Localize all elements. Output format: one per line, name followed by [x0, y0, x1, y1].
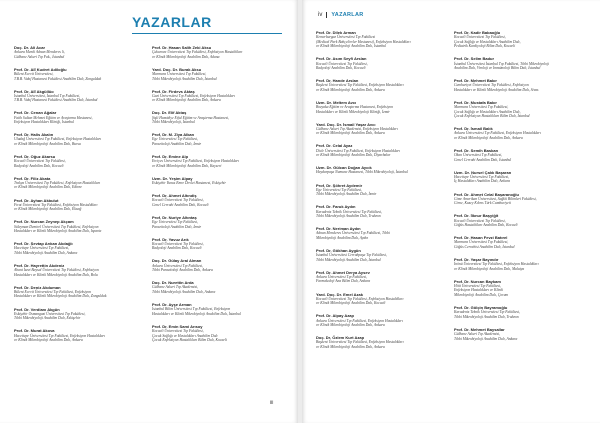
author-entry — [152, 110, 286, 124]
right-page — [302, 0, 600, 423]
author-entry — [14, 110, 148, 124]
author-entry — [316, 335, 450, 349]
author-affiliation: Ankara Üniversitesi Tıp Fakültesi, — [152, 263, 204, 268]
author-affiliation: T.B.B. Vakıf Hastanesi Fakültesi Anabilim Dalı, Zonguldak — [14, 76, 102, 81]
author-affiliation: Tıbbi Mikrobiyoloji, İstanbul — [152, 120, 195, 125]
author-entry — [316, 183, 450, 197]
author-affiliation: ve Klinik Mikrobiyoloji Anabilim Dalı, Adana — [152, 54, 220, 59]
author-entry — [152, 237, 286, 251]
author-affiliation: Okan Üniversitesi Tıp Fakültesi, — [454, 153, 503, 158]
author-affiliation: ve Klinik Mikrobiyoloji Anabilim Dalı, Ankara — [152, 98, 221, 103]
author-affiliation: Kocaeli Üniversitesi Tıp Fakültesi, — [152, 329, 204, 334]
author-affiliation: T.B.B. Vakıf Hastanesi Fakültesi Anabilim Dalı, İstanbul — [14, 98, 98, 103]
title-rule — [132, 33, 282, 34]
author-affiliation: Marmara Üniversitesi Tıp Fakültesi, — [152, 72, 207, 76]
author-name: Prof. Dr. İlknur Başyiğit — [454, 213, 499, 219]
author-affiliation: ve Klinik Mikrobiyoloji Anabilim Dalı, Elazığ — [14, 207, 82, 212]
author-name: Prof. Dr. İsmail Balık — [454, 126, 493, 132]
author-affiliation: Şişli Hamidiye Etfal Eğitim ve Araştırma Hastanesi, — [152, 115, 230, 120]
author-affiliation: Karadeniz Teknik Üniversitesi Tıp Fakültesi, — [454, 310, 520, 315]
author-name: Doç. Dr. Ali Acar — [14, 45, 46, 50]
author-name: Uzm. Dr. Meltem Avcı — [316, 99, 357, 105]
author-affiliation: Gülhane Askeri Tıp Akademisi, — [152, 285, 198, 290]
author-affiliation: Enfeksiyon Hastalıkları Kliniği, İstanbul — [14, 120, 75, 125]
author-affiliation: Abant İzzet Baysal Üniversitesi Tıp Fakültesi, Enfeksiyon — [14, 268, 99, 273]
author-name: Prof. Dr. Ayşe Arman — [152, 302, 192, 308]
author-entry — [454, 30, 588, 49]
author-affiliation: Anabilim Dalı, Viroloji ve İmmünoloji Bilim Dalı, İstanbul — [454, 66, 541, 70]
author-affiliation: Eskişehir Osmangazi Üniversitesi Tıp Fakültesi, — [14, 311, 86, 316]
author-affiliation: Hastalıkları ve Klinik Mikrobiyoloji Anabilim Dalı, Bolu — [14, 272, 98, 277]
author-entry — [316, 204, 450, 218]
author-affiliation: ve Klinik Mikrobiyoloji Anabilim Dalı, Ankara — [316, 344, 385, 349]
author-affiliation: Hacettepe Üniversitesi Tıp Fakültesi, — [454, 174, 510, 179]
author-name: Prof. Dr. Mehmet Bakır — [454, 78, 497, 84]
author-affiliation: Pediatrik Kardiyoloji Bilim Dalı, Kocaeli — [454, 44, 516, 49]
author-affiliation: Kocaeli Üniversitesi Tıp Fakültesi, — [152, 198, 204, 203]
author-affiliation: Mikrobiyoloji Anabilim Dalı, Çorum — [454, 292, 509, 297]
author-affiliation: Tıbbi Mikrobiyoloji Anabilim Dalı, Ankara — [14, 250, 78, 255]
author-affiliation: Tıbbi Mikrobiyoloji Anabilim Dalı, İzmir — [316, 192, 377, 197]
author-affiliation: İç Hastalıkları Anabilim Dalı, Ankara — [454, 179, 511, 184]
author-name: Prof. Dr. Hasan Fevzi Batırel — [454, 235, 508, 241]
author-affiliation: Marmara Üniversitesi Tıp Fakültesi, — [454, 240, 509, 245]
author-name: Prof. Dr. Celal Ayaz — [316, 143, 353, 149]
author-entry — [316, 78, 450, 92]
author-name: Prof. Dr. Şöhret Aydemir — [316, 182, 363, 188]
author-affiliation: Erciyes Üniversitesi Tıp Fakültesi, Enfeksiyon Hastalıkları — [152, 159, 239, 164]
author-affiliation: Uludağ Üniversitesi Tıp Fakültesi, Enfeksiyon Hastalıkları — [14, 137, 102, 142]
author-affiliation: Bülent Ecevit Üniversitesi, — [14, 72, 54, 76]
author-entry — [152, 176, 286, 186]
author-affiliation: Enfeksiyon Hastalıkları ve Klinik — [454, 288, 504, 293]
author-name: Prof. Dr. Verdianı Akgün — [14, 306, 60, 312]
author-entry — [14, 307, 148, 321]
author-affiliation: ve Klinik Mikrobiyoloji Anabilim Dalı, Ankara — [316, 323, 385, 328]
author-affiliation: ve Klinik Mikrobiyoloji Anabilim Dalı, Ankara — [316, 131, 385, 136]
author-name: Uzm. Dr. Nursel Çalık Başaran — [454, 169, 512, 175]
author-entry — [316, 270, 450, 284]
author-affiliation: Gülhane Askeri Tıp Fak., İstanbul — [14, 54, 65, 59]
author-affiliation: Dicle Üniversitesi Tıp Fakültesi, Enfeksiyon Hastalıkları — [316, 148, 400, 153]
author-name: Doç. Dr. Özlem Kurt Azap — [316, 335, 365, 341]
author-affiliation: Trakya Üniversitesi Tıp Fakültesi, Enfeksiyon Hastalıkları — [14, 180, 101, 185]
author-affiliation: Tıbbi Mikrobiyoloji Anabilim Dalı, Eskişehir — [14, 316, 81, 321]
author-entry — [14, 132, 148, 146]
author-affiliation: Ege Üniversitesi Tıp Fakültesi, — [316, 187, 362, 192]
author-affiliation: ve Klinik Mikrobiyoloji Anabilim Dalı, Malatya — [454, 266, 525, 271]
author-entry — [316, 100, 450, 114]
author-name: Prof. Dr. Emin Sami Arısoy — [152, 323, 203, 329]
author-name: Prof. Dr. Alİ Kudret Adiloğlu — [14, 66, 67, 72]
author-affiliation: Gülhane Askeri Tıp Akademisi, — [454, 332, 500, 337]
author-affiliation: Tıbbi Parazitoloji Anabilim Dalı, Ankara — [152, 268, 213, 273]
author-affiliation: Göğüs Hastalıkları Anabilim Dalı, Kocaeli — [454, 223, 518, 228]
author-affiliation: Kemerburgaz Üniversitesi Tıp Fakültesi — [316, 35, 376, 40]
author-affiliation: Ankara Üniversitesi Tıp Fakültesi, Enfeksiyon Hastalıkları — [316, 318, 403, 323]
author-affiliation: Tıbbi Mikrobiyoloji Anabilim Dalı, Ankara — [152, 289, 216, 294]
author-affiliation: Radyoloji Anabilim Dalı, Kocaeli — [152, 246, 202, 251]
author-affiliation: ve Klinik Mikrobiyoloji Anabilim Dalı, Kayseri — [152, 163, 222, 168]
author-name: Uzm. Dr. Gülcan Doğan Aycık — [316, 165, 372, 171]
author-name: Prof. Dr. Ahmet Altındiş — [152, 193, 197, 199]
author-affiliation: Ankara Üniversitesi Tıp Fakültesi, — [316, 274, 368, 279]
author-entry — [454, 170, 588, 184]
author-name: Prof. Dr. Filiz Akata — [14, 175, 51, 181]
author-affiliation: Gazi Üniversitesi Tıp Fakültesi, Enfeksiyon Hastalıkları — [152, 93, 235, 98]
author-column — [152, 45, 286, 350]
author-affiliation: Kocaeli Üniversitesi Tıp Fakültesi, Enfeksiyon Hastalıkları — [316, 296, 404, 301]
author-affiliation: Bozyaka Eğitim ve Araştırma Hastanesi, Enfeksiyon — [316, 105, 393, 110]
author-name: Doç. Dr. Elif Aktaş — [152, 110, 187, 116]
author-name: Prof. Dr. Hayrettin Akdeniz — [14, 262, 65, 268]
author-entry — [316, 143, 450, 157]
author-affiliation: Kocaeli Üniversitesi Tıp Fakültesi, — [152, 241, 204, 246]
author-entry — [14, 263, 148, 277]
author-affiliation: Ankara Üniversitesi Tıp Fakültesi, Enfeksiyon Hastalıkları — [454, 131, 541, 136]
author-affiliation: ve Klinik Mikrobiyoloji Anabilim Dalı, Edirne — [14, 185, 83, 190]
author-affiliation: Tıbbi Mikrobiyoloji Anabilim Dalı, İstanbul — [316, 257, 381, 262]
author-affiliation: İstanbul Üniversitesi Cerrahpaşa Tıp Fakültesi, — [316, 253, 387, 258]
author-affiliation: Hastalıkları ve Klinik Mikrobiyoloji Anabilim Dalı, İstanbul — [152, 311, 241, 316]
author-name: Prof. Dr. Kadir Babaoğlu — [454, 30, 501, 35]
author-name: Yard. Doç. Dr. Burak Aksu — [152, 66, 202, 72]
author-name: Prof. Dr. Deniz Akduman — [14, 284, 61, 290]
author-affiliation: İnönü Üniversitesi Tıp Fakültesi, Enfeksiyon Hastalıkları — [454, 262, 539, 267]
author-entry — [316, 226, 450, 240]
author-affiliation: Fatih Sultan Mehmet Eğitim ve Araştırma Hastanesi, — [14, 115, 93, 120]
author-affiliation: Gülhane Askeri Tıp Akademisi, Enfeksiyon Hastalıkları — [316, 126, 398, 131]
author-affiliation: ve Klinik Mikrobiyoloji Anabilim Dalı, Ankara — [14, 338, 83, 343]
author-entry — [14, 154, 148, 168]
author-name: Prof. Dr. Sevtap Arıkan Akdağlı — [14, 241, 73, 247]
author-affiliation: Hitit Üniversitesi Tıp Fakültesi, — [454, 283, 501, 288]
author-entry — [14, 89, 148, 103]
author-affiliation: İstanbul Üniversitesi İstanbul Tıp Fakültesi, Tıbbi Mikrobiyoloji — [454, 61, 550, 66]
author-entry — [14, 67, 148, 81]
author-affiliation: Kocaeli Üniversitesi Tıp Fakültesi, — [454, 35, 506, 40]
author-name: Prof. Dr. Asım Seyfi Arslan — [316, 56, 367, 62]
author-entry — [454, 78, 588, 92]
author-name: Prof. Dr. Hande Arslan — [316, 78, 359, 84]
author-entry — [14, 176, 148, 190]
author-affiliation: Tıbbi Mikrobiyoloji Anabilim Dalı, Ankara — [454, 336, 518, 341]
page-number: iv — [318, 12, 323, 18]
author-affiliation: Eskişehir Yunus Emre Devlet Hastanesi, Eskişehir — [152, 180, 226, 185]
author-entry — [454, 126, 588, 140]
author-affiliation: ve Klinik Mikrobiyoloji Anabilim Dalı, Ankara — [316, 87, 385, 92]
author-column — [14, 45, 148, 350]
author-name: Prof. Dr. Yaşar Bayındır — [454, 256, 499, 262]
author-entry — [454, 279, 588, 298]
author-affiliation: Cumhuriyet Üniversitesi Tıp Fakültesi, Enfeksiyon — [454, 83, 529, 88]
author-affiliation: Bülent Ecevit Üniversitesi Tıp Fakültesi, Enfeksiyon — [14, 289, 92, 294]
author-column — [454, 30, 588, 349]
author-name: Prof. Dr. Ayhan Akbulut — [14, 197, 59, 203]
author-entry — [316, 292, 450, 306]
left-page — [0, 0, 298, 423]
author-name: Uzm. Dr. Yeşim Alpay — [152, 175, 193, 181]
author-affiliation: (Medical Park Bahçelievler Hastanesi), Enfeksiyon Hastalıkları — [316, 39, 411, 44]
author-affiliation: Radyoloji Anabilim Dalı, Kocaeli — [316, 66, 366, 70]
author-entry — [152, 215, 286, 229]
author-affiliation: Kocaeli Üniversitesi Tıp Fakültesi, — [316, 61, 368, 66]
author-affiliation: ve Klinik Mikrobiyoloji Anabilim Dalı, Kocaeli — [316, 301, 386, 306]
author-column — [316, 30, 450, 357]
author-entry — [454, 213, 588, 227]
author-affiliation: Kocaeli Üniversitesi Tıp Fakültesi, — [14, 159, 66, 164]
author-name: Prof. Dr. Halis Akalın — [14, 132, 54, 138]
author-entry — [454, 257, 588, 271]
author-entry — [454, 56, 588, 70]
author-affiliation: Süleyman Demirel Üniversitesi Tıp Fakültesi, Enfeksiyon — [14, 224, 99, 229]
header-divider — [326, 12, 327, 18]
author-affiliation: ve Klinik Mikrobiyoloji Anabilim Dalı, Ankara — [454, 135, 523, 140]
author-name: Prof. Dr. Ahmet Celal Başaranoğlu — [454, 191, 519, 197]
author-entry — [14, 241, 148, 255]
running-header — [318, 12, 364, 18]
author-entry — [152, 67, 286, 81]
author-entry — [316, 122, 450, 136]
author-affiliation: Başkent Üniversitesi Tıp Fakültesi, Enfeksiyon Hastalıkları — [316, 340, 404, 345]
author-affiliation: Çocuk Enfeksiyon Hastalıkları Bilim Dalı, İstanbul — [454, 114, 530, 119]
author-entry — [14, 45, 148, 59]
author-name: Prof. Dr. Emine Alp — [152, 153, 189, 159]
author-affiliation: Karadeniz Teknik Üniversitesi Tıp Fakültesi, — [316, 209, 382, 214]
author-name: Prof. Dr. Alpay Azap — [316, 313, 354, 319]
author-name: Prof. Dr. Ahmet Derya Aysev — [316, 269, 370, 275]
author-affiliation: Çocuk Sağlığı ve Hastalıkları Anabilim Dalı, — [454, 109, 521, 114]
author-entry — [454, 192, 588, 206]
author-affiliation: Adnan Menderes Üniversitesi Tıp Fakültesi, Tıbbi — [316, 231, 390, 236]
author-affiliation: Çukurova Üniversitesi Tıp Fakültesi, Enfeksiyon Hastalıkları — [152, 50, 243, 55]
author-name: Prof. Dr. Nuriye Altıntaş — [152, 214, 197, 220]
author-affiliation: Hastalıkları ve Klinik Mikrobiyoloji Anabilim Dalı, Zonguldak — [14, 294, 107, 299]
author-entry — [454, 305, 588, 319]
author-affiliation: Farmakoloji Ana Bilim Dalı, Ankara — [316, 279, 371, 284]
author-affiliation: Ege Üniversitesi Tıp Fakültesi, — [152, 137, 198, 142]
author-entry — [316, 56, 450, 70]
author-name: Prof. Dr. Firdevs Aktaş — [152, 88, 195, 94]
author-affiliation: Tıbbi Mikrobiyoloji Anabilim Dalı, Trabzon — [454, 314, 519, 319]
author-name: Prof. Dr. Oğuz Akarsu — [14, 153, 56, 159]
author-name: Prof. Dr. Cenan Ağalar — [14, 110, 57, 116]
author-entry — [152, 324, 286, 343]
author-name: Prof. Dr. Alİ Akgüllüo — [14, 88, 54, 94]
author-affiliation: Parazitoloji Anabilim Dalı, İzmir — [152, 141, 202, 146]
author-affiliation: Fırat Üniversitesi Tıp Fakültesi, Enfeksiyon Hastalıkları — [14, 202, 98, 207]
author-name: Yard. Doç. Dr. İsmail Yaşar Avcı — [316, 121, 376, 127]
author-affiliation: Hacettepe Üniversitesi Tıp Fakültesi, Enfeksiyon Hastalıkları — [14, 333, 105, 338]
author-name: Prof. Dr. Faruk Aydın — [316, 204, 356, 210]
author-affiliation: Başkent Üniversitesi Tıp Fakültesi, Enfeksiyon Hastalıkları — [316, 83, 404, 88]
author-entry — [454, 100, 588, 119]
author-entry — [454, 327, 588, 341]
author-affiliation: Hastalıkları ve Klinik Mikrobiyoloji Anabilim Dalı, Sivas — [454, 87, 539, 92]
author-name: Prof. Dr. Nurcan Zeynep Akçam — [14, 219, 74, 225]
author-affiliation: Çocuk Sağlığı ve Hastalıkları Anabilim Dalı — [152, 333, 218, 338]
author-entry — [14, 328, 148, 342]
author-name: Doç. Dr. Nurettin Arda — [152, 280, 194, 286]
author-name: Prof. Dr. Mustafa Bakır — [454, 99, 497, 105]
author-name: Prof. Dr. Gölçin Bayramoğlu — [454, 305, 508, 311]
author-entry — [152, 280, 286, 294]
author-affiliation: Radyoloji Anabilim Dalı, Kocaeli — [14, 163, 64, 168]
author-affiliation: Tıbbi Mikrobiyoloji Anabilim Dalı, Trabzon — [316, 214, 381, 219]
author-affiliation: Genel Cerrahi Anabilim Dalı, Kocaeli — [152, 202, 209, 207]
author-name: Prof. Dr. Murat Akova — [14, 328, 55, 334]
author-entry — [152, 45, 286, 59]
author-name: Prof. Dr. Selim Badur — [454, 56, 495, 62]
author-affiliation: Mikrobiyoloji Anabilim Dalı, Aydın — [316, 235, 369, 240]
author-affiliation: ve Klinik Mikrobiyoloji Anabilim Dalı, İstanbul — [316, 44, 387, 49]
author-affiliation: Girne, Kuzey Kıbrıs Türk Cumhuriyeti — [454, 201, 511, 206]
author-affiliation: Gime Amerikan Üniversitesi, Sağlık Bilimleri Fakültesi, — [454, 196, 537, 201]
author-affiliation: Tıbbi Mikrobiyoloji Anabilim Dalı, İstanbul — [152, 76, 217, 81]
author-affiliation: Hastalıkları ve Klinik Mikrobiyoloji Anabilim Dalı, Isparta — [14, 229, 102, 234]
author-entry — [152, 193, 286, 207]
author-affiliation: Hastalıkları ve Klinik Mikrobiyoloji Kliniği, İzmir — [316, 109, 390, 114]
author-entry — [14, 285, 148, 299]
author-affiliation: İstanbul Bilim Üniversitesi Tıp Fakültesi, Enfeksiyon — [152, 307, 231, 312]
author-entry — [152, 154, 286, 168]
author-affiliation: Parazitoloji Anabilim Dalı, İzmir — [152, 224, 202, 229]
page-title: YAZARLAR — [132, 14, 212, 30]
author-name: Prof. Dr. M. Ziya Alkan — [152, 132, 195, 138]
author-affiliation: Kocaeli Üniversitesi Tıp Fakültesi, — [454, 218, 506, 223]
author-entry — [316, 30, 450, 49]
author-affiliation: İstanbul Üniversitesi, İstanbul Tıp Fakültesi, — [14, 93, 81, 98]
author-entry — [152, 89, 286, 103]
page-number: iii — [270, 400, 274, 406]
author-name: Prof. Dr. Neriman Aydın — [316, 226, 361, 232]
author-entry — [454, 235, 588, 249]
author-name: Prof. Dr. Dilek Arman — [316, 30, 356, 35]
author-affiliation: Ankara Menik Adnan Menderes li, — [14, 50, 65, 55]
author-affiliation: Göğüs Cerrahisi Anabilim Dalı, İstanbul — [454, 244, 515, 249]
author-affiliation: ve Klinik Mikrobiyoloji Anabilim Dalı, Diyarbakır — [316, 153, 391, 158]
running-title: YAZARLAR — [331, 12, 364, 18]
author-entry — [14, 219, 148, 233]
author-affiliation: Çocuk Sağlığı ve Hastalıkları Anabilim Dalı, — [454, 39, 521, 44]
author-affiliation: Genel Cerrahi Anabilim Dalı, İstanbul — [454, 157, 512, 162]
author-name: Prof. Dr. Hasan Salih Zeki Aksu — [152, 45, 212, 50]
author-entry — [152, 258, 286, 272]
author-entry — [14, 198, 148, 212]
author-name: Yard. Doç. Dr. Emel Azak — [316, 291, 363, 297]
author-name: Doç. Dr. Gülay Aral Alman — [152, 258, 202, 264]
author-name: Prof. Dr. Nurcan Baykam — [454, 278, 501, 284]
author-affiliation: Marmara Üniversitesi Tıp Fakültesi, — [454, 105, 509, 110]
author-entry — [316, 165, 450, 175]
author-entry — [152, 132, 286, 146]
author-affiliation: Ege Üniversitesi Tıp Fakültesi, — [152, 220, 198, 225]
author-name: Prof. Dr. Yavuz Arık — [152, 236, 189, 242]
author-entry — [316, 313, 450, 327]
author-entry — [152, 302, 286, 316]
author-affiliation: ve Klinik Mikrobiyoloji Anabilim Dalı, Bursa — [14, 141, 81, 146]
author-name: Prof. Dr. Gökhan Aygün — [316, 247, 361, 253]
author-entry — [316, 248, 450, 262]
author-name: Prof. Dr. Mehmet Baysallar — [454, 326, 505, 332]
author-affiliation: Haydarpaşa Numune Hastanesi, Tıbbi Mikrobiyoloji, İstanbul — [316, 170, 408, 175]
author-entry — [454, 148, 588, 162]
author-name: Prof. Dr. Semih Baskan — [454, 147, 499, 153]
author-affiliation: Hacettepe Üniversitesi Tıp Fakültesi, — [14, 246, 70, 251]
author-affiliation: Çocuk Enfeksiyon Hastalıkları Bilim Dalı, Kocaeli — [152, 338, 227, 343]
